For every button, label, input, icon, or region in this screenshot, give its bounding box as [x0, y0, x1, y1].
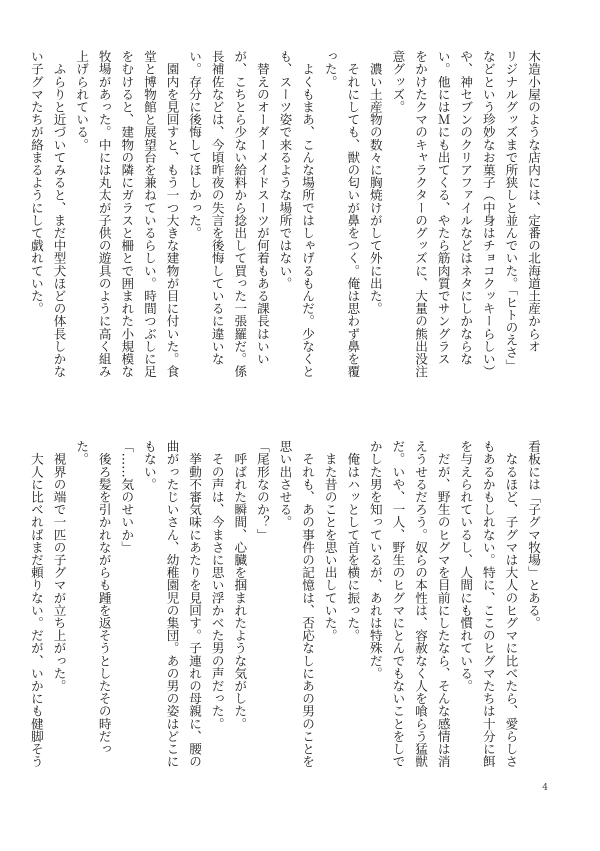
text-line: 後ろ髪を引かれながらも踵を返そうとしたその時だっ — [96, 440, 112, 755]
text-line: や、神セブンのクリアファイルなどはネタにしかならな — [458, 50, 474, 365]
text-line: リジナルグッズまで所狭しと並んでいた。「ヒトのえさ」 — [503, 50, 519, 372]
text-line: だが、野生のヒグマを目前にしたなら、そんな感情は消 — [435, 440, 451, 768]
text-line: 園内を見回すと、もう一つ大きな建物が目に付いた。食 — [164, 50, 180, 378]
text-line: をかけたクマのキャラクターのグッズに、大量の熊出没注 — [413, 50, 429, 378]
text-line: なるほど、子グマは大人のヒグマに比べたら、愛らしさ — [503, 440, 519, 768]
text-line: をむけると、建物の隣にガラスと柵とで囲まれた小規模な — [119, 50, 135, 378]
text-line: 意グッズ。 — [390, 50, 406, 113]
text-line: よくもまあ、こんな場所ではしゃげるもんだ。少なくと — [300, 50, 316, 378]
text-line: その声は、今まさに思い浮かべた男の声だった。 — [209, 440, 225, 730]
text-line: 長補佐などは、今頃昨夜の失言を後悔しているに違いな — [209, 50, 225, 365]
page-number: 4 — [542, 783, 548, 793]
text-line: が、こちとら少ない給料から捻出して買った一張羅だ。係 — [232, 50, 248, 378]
text-line: 大人に比べればまだ頼りない。だが、いかにも健脚そう — [28, 440, 44, 768]
text-line: もあるかもしれない。特に、ここのヒグマたちは十分に餌 — [480, 440, 496, 768]
text-line: だ。いや、一人、野生のヒグマにとんでもないことをしで — [390, 440, 406, 768]
text-line: えうせるだろう。奴らの本性は、容赦なく人を喰らう猛獣 — [413, 440, 429, 768]
text-line: 濃い土産物の数々に胸焼けがして外に出た。 — [367, 50, 383, 315]
text-line: また昔のことを思い出していた。 — [322, 440, 338, 642]
text-line: 堂と博物館と展望台を兼ねているらしい。時間つぶしに足 — [141, 50, 157, 378]
text-line: 木造小屋のような店内には、定番の北海道土産からオ — [526, 50, 541, 353]
text-line: 曲がったじいさん、幼稚園児の集団。あの男の姿はどこに — [164, 440, 180, 768]
text-line: 牧場があった。中には丸太が子供の遊具のように高く組み — [96, 50, 112, 378]
text-line: 看板には「子グマ牧場」とある。 — [526, 440, 541, 629]
text-line: 呼ばれた瞬間、心臓を掴まれたような気がした。 — [232, 440, 248, 730]
text-line: 上げられている。 — [74, 50, 90, 151]
text-line: 視界の端で一匹の子グマが立ち上がった。 — [51, 440, 67, 692]
text-line: 挙動不審気味にあたりを見回す。子連れの母親に、腰の — [187, 440, 203, 768]
text-line: った。 — [322, 50, 338, 88]
text-line: 「尾形なのか？」 — [254, 440, 270, 541]
text-line: 「……気のせいか」 — [119, 440, 135, 554]
text-line: 俺はハッとして首を横に振った。 — [345, 440, 361, 642]
text-line: を与えられているし、人間にも慣れている。 — [458, 440, 474, 692]
text-line: 替えのオーダーメイドスーツが何着もある課長はいい — [254, 50, 270, 365]
text-line: い。他にはＭにも出てくる、やたら筋肉質でサングラス — [435, 50, 451, 365]
lower-text-block — [28, 440, 544, 813]
text-line: もない。 — [141, 440, 157, 491]
text-line: た。 — [74, 440, 90, 466]
text-line: い子グマたちが絡まるようにして戯れていた。 — [28, 50, 44, 315]
text-line: い。存分に後悔してほしかった。 — [187, 50, 203, 239]
text-line: かした男を知っているが、あれは特殊だ。 — [367, 440, 383, 680]
text-line: それにしても、獣の匂いが鼻をつく。俺は思わず鼻を覆 — [345, 50, 361, 378]
text-line: などという珍妙なお菓子（中身はチョコクッキーらしい） — [480, 50, 496, 378]
text-line: ふらりと近づいてみると、まだ中型犬ほどの体長しかな — [51, 50, 67, 378]
text-line: それも、あの事件の記憶は、否応なしにあの男のことを — [300, 440, 316, 768]
upper-text-block — [28, 50, 544, 423]
text-line: 思い出させる。 — [277, 440, 293, 529]
text-line: も、スーツ姿で来るような場所ではない。 — [277, 50, 293, 290]
